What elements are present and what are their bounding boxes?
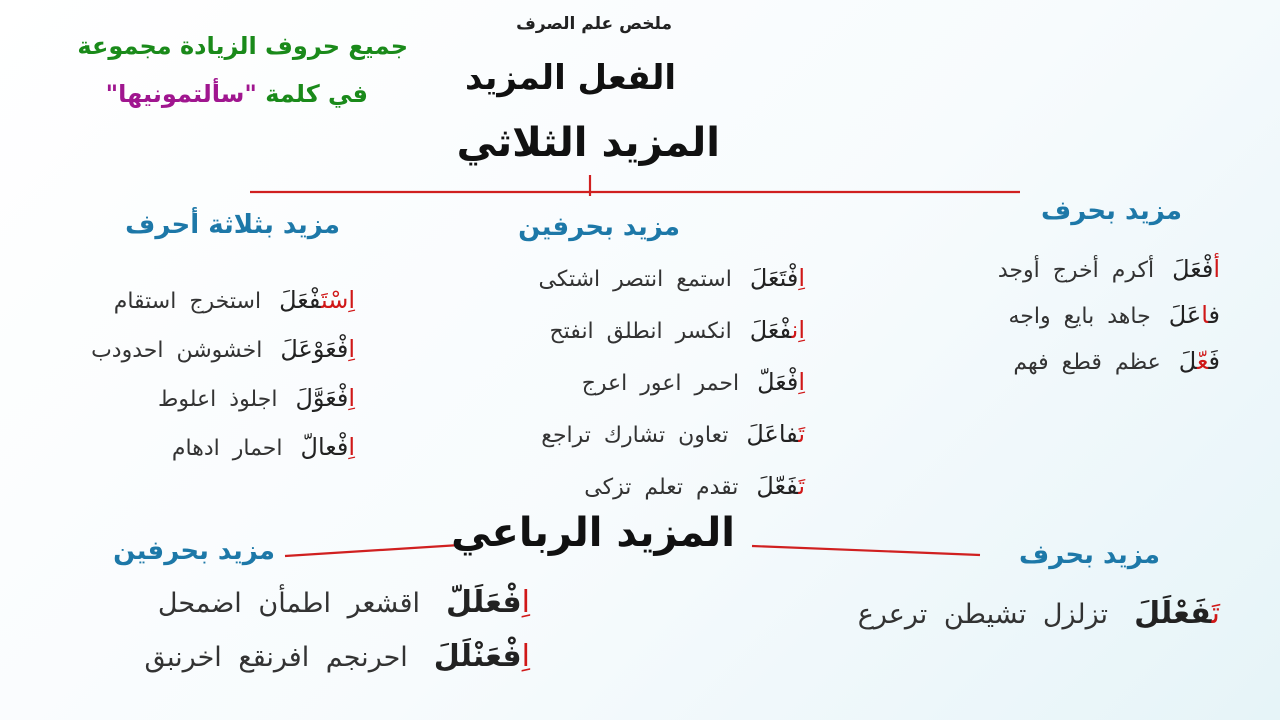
added-letters: ا (1201, 301, 1209, 329)
verb-examples: احمر اعور اعرج (581, 371, 740, 396)
pattern-row (998, 255, 1220, 283)
added-letters: اِ (521, 639, 530, 674)
pattern-rest: فْعَوْعَلَ (280, 335, 349, 363)
verb-pattern (279, 286, 355, 314)
tri-one-heading: مزيد بحرف (1041, 196, 1182, 226)
note-word: "سألتمونيها" (105, 80, 257, 108)
pattern-row (172, 433, 355, 461)
verb-pattern (756, 472, 805, 500)
pattern-row (145, 639, 531, 674)
pattern-row (858, 596, 1220, 631)
pattern-rest: فْتَعَلَ (749, 264, 799, 292)
verb-pattern (280, 335, 355, 363)
pattern-prefix: فَ (1208, 347, 1220, 375)
verb-examples: اخشوشن احدودب (91, 338, 263, 363)
verb-pattern (295, 384, 355, 412)
added-letters: اِ (348, 335, 355, 363)
verb-pattern (434, 639, 530, 674)
verb-pattern (1172, 255, 1220, 283)
added-letters: اِن (791, 316, 805, 344)
verb-examples: عظم قطع فهم (1013, 350, 1161, 375)
verb-pattern (1179, 347, 1220, 375)
added-letters: عّ (1196, 347, 1209, 375)
added-letters: أ (1213, 255, 1220, 283)
added-letters: اِ (348, 384, 355, 412)
quad-left-line (285, 545, 460, 556)
verb-examples: استخرج استقام (113, 289, 262, 314)
verb-pattern (757, 368, 805, 396)
pattern-rest: فْعَلّ (757, 368, 799, 396)
added-letters: تَ (1211, 596, 1220, 631)
main-title: الفعل المزيد (464, 58, 676, 98)
pattern-row (1013, 347, 1220, 375)
pattern-rest: فاعَلَ (746, 420, 799, 448)
verb-pattern (1169, 301, 1220, 329)
summary-title: ملخص علم الصرف (516, 14, 672, 34)
pattern-rest: فْعَلَ (279, 286, 321, 314)
pattern-row (114, 286, 355, 314)
pattern-row (549, 316, 805, 344)
pattern-row (91, 335, 355, 363)
verb-examples: تعاون تشارك تراجع (541, 423, 729, 448)
note-line1: جميع حروف الزيادة مجموعة (77, 32, 408, 60)
quad-two-heading: مزيد بحرفين (113, 536, 275, 566)
verb-examples: تقدم تعلم تزكى (584, 475, 739, 500)
pattern-rest: فْعَوَّلَ (295, 384, 349, 412)
pattern-rest: فَعْلَلَ (1134, 596, 1212, 631)
note-line2 (106, 80, 368, 108)
pattern-row (541, 420, 805, 448)
verb-examples: انكسر انطلق انفتح (549, 319, 732, 344)
verb-examples: احرنجم افرنقع اخرنبق (144, 642, 408, 673)
pattern-rest: فْعَلَ (749, 316, 792, 344)
added-letters: اِ (798, 264, 805, 292)
verb-examples: اقشعر اطمأن اضمحل (157, 588, 421, 619)
verb-examples: اجلوذ اعلوط (158, 387, 278, 412)
pattern-rest: فْعَلَلّ (446, 585, 522, 620)
section-title: المزيد الثلاثي (456, 120, 720, 166)
pattern-row (582, 368, 805, 396)
pattern-rest: فْعَلَ (1172, 255, 1214, 283)
pattern-row (158, 384, 355, 412)
pattern-prefix: ف (1208, 301, 1220, 329)
added-letters: تَ (798, 472, 805, 500)
added-letters: تَ (798, 420, 805, 448)
verb-examples: أكرم أخرج أوجد (997, 258, 1155, 283)
pattern-row (584, 472, 805, 500)
pattern-row (158, 585, 530, 620)
tri-three-heading: مزيد بثلاثة أحرف (125, 210, 340, 240)
verb-pattern (750, 264, 805, 292)
verb-pattern (301, 433, 355, 461)
added-letters: اِ (798, 368, 805, 396)
verb-pattern (750, 316, 805, 344)
verb-examples: جاهد بايع واجه (1008, 304, 1151, 329)
pattern-rest: فْعَنْلَلَ (433, 639, 522, 674)
verb-examples: تزلزل تشيطن ترعرع (857, 599, 1109, 630)
pattern-rest: فَعّلَ (756, 472, 799, 500)
added-letters: اِسْتَ (320, 286, 355, 314)
verb-examples: استمع انتصر اشتكى (538, 267, 732, 292)
verb-pattern (746, 420, 805, 448)
added-letters: اِ (521, 585, 530, 620)
pattern-row (538, 264, 805, 292)
note-prefix: في كلمة (265, 80, 368, 108)
pattern-rest: عَلَ (1168, 301, 1202, 329)
quad-one-heading: مزيد بحرف (1019, 540, 1160, 570)
verb-pattern (1134, 596, 1220, 631)
pattern-row (1008, 301, 1220, 329)
quad-right-line (752, 546, 980, 555)
tri-two-heading: مزيد بحرفين (518, 212, 680, 242)
added-letters: اِ (348, 433, 355, 461)
verb-examples: احمار ادهام (171, 436, 283, 461)
quad-title: المزيد الرباعي (451, 510, 735, 556)
verb-pattern (446, 585, 530, 620)
pattern-rest: فْعالّ (300, 433, 349, 461)
pattern-rest: لَ (1178, 347, 1197, 375)
